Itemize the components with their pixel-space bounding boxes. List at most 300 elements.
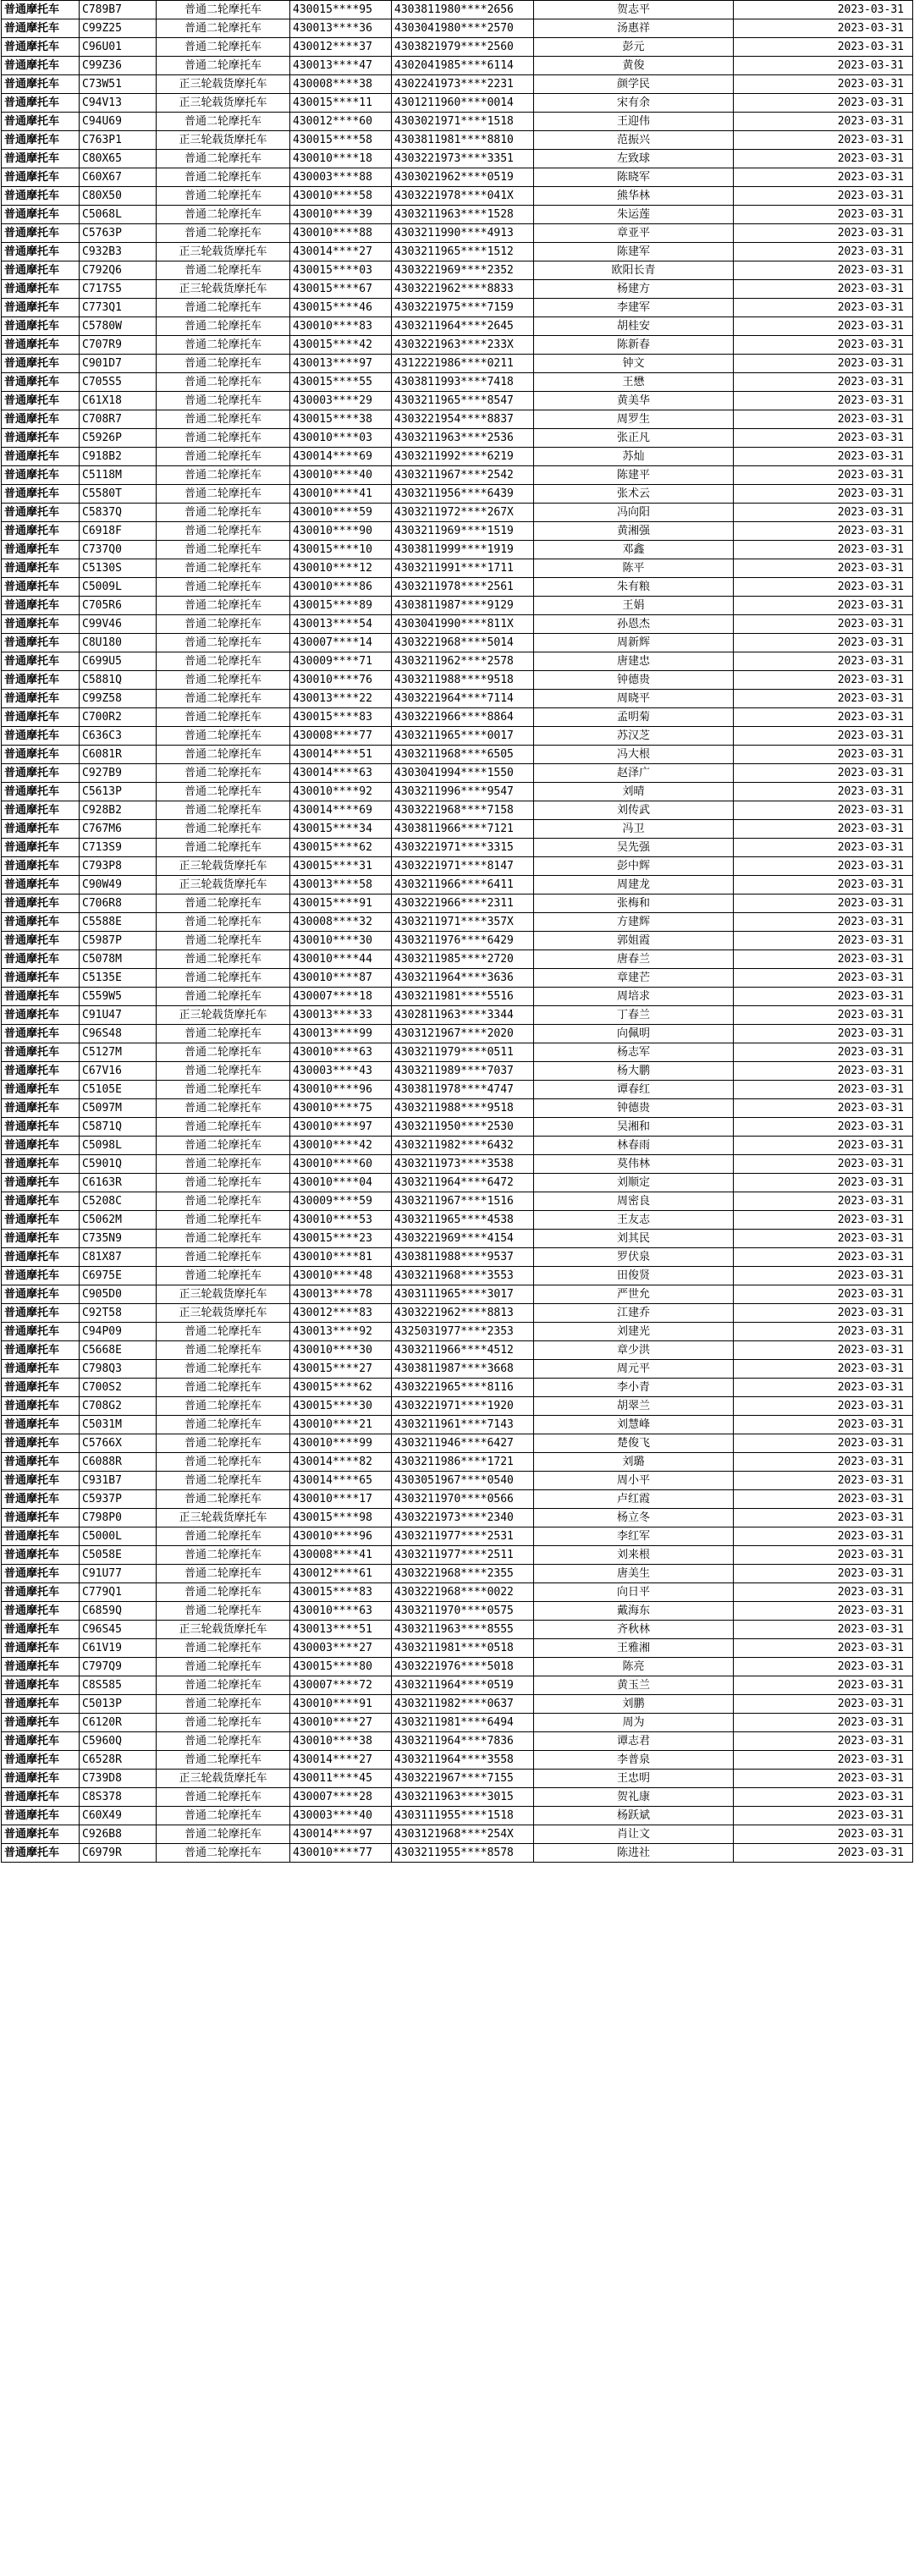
table-row xyxy=(2,1062,913,1081)
vehicle-type-cell: 普通二轮摩托车 xyxy=(157,299,290,317)
owner-name-cell: 王迎伟 xyxy=(534,113,734,131)
license-class-cell: 普通摩托车 xyxy=(2,857,80,876)
date-cell: 2023-03-31 xyxy=(734,429,913,448)
masked-id-cell: 4303211964****7836 xyxy=(392,1732,534,1751)
license-class-cell: 普通摩托车 xyxy=(2,280,80,299)
table-row xyxy=(2,410,913,429)
vehicle-type-cell: 普通二轮摩托车 xyxy=(157,894,290,913)
table-row xyxy=(2,597,913,615)
owner-name-cell: 黄美华 xyxy=(534,392,734,410)
date-cell: 2023-03-31 xyxy=(734,1025,913,1043)
table-row xyxy=(2,280,913,299)
table-row xyxy=(2,1230,913,1248)
masked-code-cell: 430010****77 xyxy=(290,1844,392,1863)
vehicle-registration-table xyxy=(1,0,913,1863)
date-cell: 2023-03-31 xyxy=(734,392,913,410)
vehicle-type-cell: 普通二轮摩托车 xyxy=(157,485,290,504)
license-class-cell: 普通摩托车 xyxy=(2,1695,80,1714)
license-class-cell: 普通摩托车 xyxy=(2,820,80,839)
plate-number-cell: C918B2 xyxy=(80,448,157,466)
masked-code-cell: 430015****30 xyxy=(290,1397,392,1416)
date-cell: 2023-03-31 xyxy=(734,75,913,94)
owner-name-cell: 李建军 xyxy=(534,299,734,317)
plate-number-cell: C96U01 xyxy=(80,38,157,57)
table-row xyxy=(2,690,913,708)
plate-number-cell: C707R9 xyxy=(80,336,157,355)
masked-id-cell: 4303211978****2561 xyxy=(392,578,534,597)
owner-name-cell: 孙恩杰 xyxy=(534,615,734,634)
owner-name-cell: 陈新春 xyxy=(534,336,734,355)
owner-name-cell: 冯向阳 xyxy=(534,504,734,522)
plate-number-cell: C94P09 xyxy=(80,1323,157,1341)
license-class-cell: 普通摩托车 xyxy=(2,1621,80,1639)
table-row xyxy=(2,1676,913,1695)
masked-id-cell: 4303221962****8833 xyxy=(392,280,534,299)
license-class-cell: 普通摩托车 xyxy=(2,1099,80,1118)
license-class-cell: 普通摩托车 xyxy=(2,94,80,113)
license-class-cell: 普通摩托车 xyxy=(2,113,80,131)
masked-id-cell: 4303211963****1528 xyxy=(392,206,534,224)
license-class-cell: 普通摩托车 xyxy=(2,1453,80,1472)
owner-name-cell: 胡桂安 xyxy=(534,317,734,336)
date-cell: 2023-03-31 xyxy=(734,1211,913,1230)
owner-name-cell: 刘鹏 xyxy=(534,1695,734,1714)
masked-code-cell: 430010****81 xyxy=(290,1248,392,1267)
masked-id-cell: 4303811988****9537 xyxy=(392,1248,534,1267)
masked-id-cell: 4303211991****1711 xyxy=(392,559,534,578)
masked-id-cell: 4303041980****2570 xyxy=(392,19,534,38)
masked-code-cell: 430007****72 xyxy=(290,1676,392,1695)
plate-number-cell: C5901Q xyxy=(80,1155,157,1174)
vehicle-type-cell: 普通二轮摩托车 xyxy=(157,19,290,38)
table-row xyxy=(2,1341,913,1360)
masked-code-cell: 430014****69 xyxy=(290,448,392,466)
masked-id-cell: 4302041985****6114 xyxy=(392,57,534,75)
table-row xyxy=(2,671,913,690)
masked-id-cell: 4303021962****0519 xyxy=(392,168,534,187)
masked-code-cell: 430010****86 xyxy=(290,578,392,597)
table-row xyxy=(2,504,913,522)
masked-id-cell: 4302811963****3344 xyxy=(392,1006,534,1025)
vehicle-type-cell: 普通二轮摩托车 xyxy=(157,1099,290,1118)
plate-number-cell: C8S378 xyxy=(80,1788,157,1807)
masked-id-cell: 4303021971****1518 xyxy=(392,113,534,131)
date-cell: 2023-03-31 xyxy=(734,355,913,373)
date-cell: 2023-03-31 xyxy=(734,950,913,969)
license-class-cell: 普通摩托车 xyxy=(2,1788,80,1807)
owner-name-cell: 李红军 xyxy=(534,1527,734,1546)
vehicle-type-cell: 普通二轮摩托车 xyxy=(157,969,290,988)
masked-id-cell: 4303211976****6429 xyxy=(392,932,534,950)
table-row xyxy=(2,1397,913,1416)
vehicle-type-cell: 普通二轮摩托车 xyxy=(157,317,290,336)
license-class-cell: 普通摩托车 xyxy=(2,1267,80,1285)
table-row xyxy=(2,1583,913,1602)
plate-number-cell: C99Z25 xyxy=(80,19,157,38)
table-row xyxy=(2,1248,913,1267)
table-row xyxy=(2,894,913,913)
masked-id-cell: 4303211965****4538 xyxy=(392,1211,534,1230)
owner-name-cell: 周晓平 xyxy=(534,690,734,708)
masked-code-cell: 430013****54 xyxy=(290,615,392,634)
masked-code-cell: 430014****82 xyxy=(290,1453,392,1472)
date-cell: 2023-03-31 xyxy=(734,261,913,280)
vehicle-type-cell: 正三轮载货摩托车 xyxy=(157,1304,290,1323)
vehicle-type-cell: 普通二轮摩托车 xyxy=(157,1379,290,1397)
license-class-cell: 普通摩托车 xyxy=(2,1379,80,1397)
date-cell: 2023-03-31 xyxy=(734,1602,913,1621)
license-class-cell: 普通摩托车 xyxy=(2,336,80,355)
masked-id-cell: 4303811966****7121 xyxy=(392,820,534,839)
table-row xyxy=(2,1490,913,1509)
vehicle-type-cell: 普通二轮摩托车 xyxy=(157,988,290,1006)
owner-name-cell: 彭中辉 xyxy=(534,857,734,876)
plate-number-cell: C5780W xyxy=(80,317,157,336)
masked-id-cell: 4303211961****7143 xyxy=(392,1416,534,1434)
license-class-cell: 普通摩托车 xyxy=(2,708,80,727)
date-cell: 2023-03-31 xyxy=(734,466,913,485)
masked-id-cell: 4303221967****7155 xyxy=(392,1770,534,1788)
owner-name-cell: 朱运莲 xyxy=(534,206,734,224)
masked-code-cell: 430010****39 xyxy=(290,206,392,224)
table-row xyxy=(2,75,913,94)
plate-number-cell: C8U180 xyxy=(80,634,157,652)
table-row xyxy=(2,764,913,783)
masked-code-cell: 430014****27 xyxy=(290,1751,392,1770)
vehicle-type-cell: 普通二轮摩托车 xyxy=(157,783,290,801)
plate-number-cell: C779Q1 xyxy=(80,1583,157,1602)
plate-number-cell: C559W5 xyxy=(80,988,157,1006)
plate-number-cell: C5926P xyxy=(80,429,157,448)
vehicle-type-cell: 普通二轮摩托车 xyxy=(157,1,290,19)
owner-name-cell: 王雅湘 xyxy=(534,1639,734,1658)
date-cell: 2023-03-31 xyxy=(734,746,913,764)
masked-code-cell: 430015****83 xyxy=(290,1583,392,1602)
masked-id-cell: 4303211977****2531 xyxy=(392,1527,534,1546)
owner-name-cell: 楚俊飞 xyxy=(534,1434,734,1453)
masked-code-cell: 430010****18 xyxy=(290,150,392,168)
date-cell: 2023-03-31 xyxy=(734,1006,913,1025)
plate-number-cell: C92T58 xyxy=(80,1304,157,1323)
table-row xyxy=(2,243,913,261)
date-cell: 2023-03-31 xyxy=(734,727,913,746)
table-row xyxy=(2,485,913,504)
owner-name-cell: 张正凡 xyxy=(534,429,734,448)
masked-id-cell: 4303211963****3015 xyxy=(392,1788,534,1807)
masked-code-cell: 430010****48 xyxy=(290,1267,392,1285)
license-class-cell: 普通摩托车 xyxy=(2,988,80,1006)
date-cell: 2023-03-31 xyxy=(734,1565,913,1583)
plate-number-cell: C91U47 xyxy=(80,1006,157,1025)
owner-name-cell: 陈建军 xyxy=(534,243,734,261)
plate-number-cell: C5000L xyxy=(80,1527,157,1546)
owner-name-cell: 刘建光 xyxy=(534,1323,734,1341)
table-row xyxy=(2,168,913,187)
owner-name-cell: 周元平 xyxy=(534,1360,734,1379)
date-cell: 2023-03-31 xyxy=(734,839,913,857)
masked-code-cell: 430010****92 xyxy=(290,783,392,801)
license-class-cell: 普通摩托车 xyxy=(2,1509,80,1527)
date-cell: 2023-03-31 xyxy=(734,187,913,206)
table-row xyxy=(2,876,913,894)
table-row xyxy=(2,1211,913,1230)
table-row xyxy=(2,801,913,820)
vehicle-type-cell: 普通二轮摩托车 xyxy=(157,597,290,615)
license-class-cell: 普通摩托车 xyxy=(2,392,80,410)
table-row xyxy=(2,1546,913,1565)
date-cell: 2023-03-31 xyxy=(734,690,913,708)
owner-name-cell: 郭姐霞 xyxy=(534,932,734,950)
license-class-cell: 普通摩托车 xyxy=(2,764,80,783)
table-row xyxy=(2,1714,913,1732)
date-cell: 2023-03-31 xyxy=(734,1825,913,1844)
plate-number-cell: C5130S xyxy=(80,559,157,578)
masked-code-cell: 430010****38 xyxy=(290,1732,392,1751)
owner-name-cell: 张梅和 xyxy=(534,894,734,913)
masked-code-cell: 430014****51 xyxy=(290,746,392,764)
vehicle-type-cell: 普通二轮摩托车 xyxy=(157,410,290,429)
vehicle-type-cell: 普通二轮摩托车 xyxy=(157,1043,290,1062)
table-row xyxy=(2,634,913,652)
masked-code-cell: 430010****27 xyxy=(290,1714,392,1732)
masked-code-cell: 430010****96 xyxy=(290,1527,392,1546)
masked-code-cell: 430010****30 xyxy=(290,932,392,950)
masked-code-cell: 430008****38 xyxy=(290,75,392,94)
table-row xyxy=(2,1360,913,1379)
masked-code-cell: 430013****92 xyxy=(290,1323,392,1341)
date-cell: 2023-03-31 xyxy=(734,1,913,19)
plate-number-cell: C773Q1 xyxy=(80,299,157,317)
vehicle-type-cell: 普通二轮摩托车 xyxy=(157,1732,290,1751)
owner-name-cell: 贺礼康 xyxy=(534,1788,734,1807)
owner-name-cell: 刘来根 xyxy=(534,1546,734,1565)
date-cell: 2023-03-31 xyxy=(734,634,913,652)
masked-code-cell: 430014****97 xyxy=(290,1825,392,1844)
masked-code-cell: 430015****62 xyxy=(290,839,392,857)
plate-number-cell: C5127M xyxy=(80,1043,157,1062)
vehicle-type-cell: 普通二轮摩托车 xyxy=(157,261,290,280)
plate-number-cell: C789B7 xyxy=(80,1,157,19)
date-cell: 2023-03-31 xyxy=(734,541,913,559)
plate-number-cell: C6088R xyxy=(80,1453,157,1472)
license-class-cell: 普通摩托车 xyxy=(2,485,80,504)
vehicle-type-cell: 普通二轮摩托车 xyxy=(157,1025,290,1043)
vehicle-type-cell: 普通二轮摩托车 xyxy=(157,764,290,783)
vehicle-type-cell: 普通二轮摩托车 xyxy=(157,727,290,746)
license-class-cell: 普通摩托车 xyxy=(2,448,80,466)
vehicle-type-cell: 普通二轮摩托车 xyxy=(157,1397,290,1416)
date-cell: 2023-03-31 xyxy=(734,913,913,932)
vehicle-type-cell: 普通二轮摩托车 xyxy=(157,541,290,559)
table-row xyxy=(2,1453,913,1472)
masked-id-cell: 4303211966****6411 xyxy=(392,876,534,894)
vehicle-type-cell: 普通二轮摩托车 xyxy=(157,1583,290,1602)
vehicle-type-cell: 普通二轮摩托车 xyxy=(157,373,290,392)
license-class-cell: 普通摩托车 xyxy=(2,224,80,243)
masked-id-cell: 4303211988****9518 xyxy=(392,1099,534,1118)
table-row xyxy=(2,969,913,988)
date-cell: 2023-03-31 xyxy=(734,1174,913,1192)
owner-name-cell: 林春雨 xyxy=(534,1137,734,1155)
date-cell: 2023-03-31 xyxy=(734,1583,913,1602)
owner-name-cell: 黄俊 xyxy=(534,57,734,75)
table-row xyxy=(2,1732,913,1751)
date-cell: 2023-03-31 xyxy=(734,1285,913,1304)
plate-number-cell: C5118M xyxy=(80,466,157,485)
vehicle-type-cell: 普通二轮摩托车 xyxy=(157,1453,290,1472)
license-class-cell: 普通摩托车 xyxy=(2,578,80,597)
owner-name-cell: 冯卫 xyxy=(534,820,734,839)
table-body xyxy=(2,1,913,1863)
date-cell: 2023-03-31 xyxy=(734,1099,913,1118)
masked-code-cell: 430008****32 xyxy=(290,913,392,932)
vehicle-type-cell: 正三轮载货摩托车 xyxy=(157,94,290,113)
date-cell: 2023-03-31 xyxy=(734,280,913,299)
license-class-cell: 普通摩托车 xyxy=(2,652,80,671)
plate-number-cell: C96S45 xyxy=(80,1621,157,1639)
table-row xyxy=(2,1695,913,1714)
plate-number-cell: C96S48 xyxy=(80,1025,157,1043)
masked-id-cell: 4303211963****8555 xyxy=(392,1621,534,1639)
masked-code-cell: 430003****29 xyxy=(290,392,392,410)
table-row xyxy=(2,820,913,839)
table-row xyxy=(2,1081,913,1099)
license-class-cell: 普通摩托车 xyxy=(2,1006,80,1025)
plate-number-cell: C91U77 xyxy=(80,1565,157,1583)
vehicle-type-cell: 普通二轮摩托车 xyxy=(157,1490,290,1509)
plate-number-cell: C5068L xyxy=(80,206,157,224)
license-class-cell: 普通摩托车 xyxy=(2,1081,80,1099)
vehicle-type-cell: 正三轮载货摩托车 xyxy=(157,876,290,894)
masked-id-cell: 4303811999****1919 xyxy=(392,541,534,559)
owner-name-cell: 颜学民 xyxy=(534,75,734,94)
owner-name-cell: 陈晓军 xyxy=(534,168,734,187)
masked-id-cell: 4303211966****4512 xyxy=(392,1341,534,1360)
owner-name-cell: 彭元 xyxy=(534,38,734,57)
owner-name-cell: 胡翠兰 xyxy=(534,1397,734,1416)
plate-number-cell: C763P1 xyxy=(80,131,157,150)
owner-name-cell: 杨建方 xyxy=(534,280,734,299)
plate-number-cell: C80X65 xyxy=(80,150,157,168)
plate-number-cell: C81X87 xyxy=(80,1248,157,1267)
owner-name-cell: 冯大根 xyxy=(534,746,734,764)
vehicle-type-cell: 普通二轮摩托车 xyxy=(157,615,290,634)
masked-code-cell: 430013****78 xyxy=(290,1285,392,1304)
masked-id-cell: 4303211985****2720 xyxy=(392,950,534,969)
plate-number-cell: C5135E xyxy=(80,969,157,988)
date-cell: 2023-03-31 xyxy=(734,19,913,38)
table-row xyxy=(2,708,913,727)
masked-code-cell: 430012****83 xyxy=(290,1304,392,1323)
plate-number-cell: C5937P xyxy=(80,1490,157,1509)
date-cell: 2023-03-31 xyxy=(734,410,913,429)
vehicle-type-cell: 普通二轮摩托车 xyxy=(157,1472,290,1490)
license-class-cell: 普通摩托车 xyxy=(2,1639,80,1658)
date-cell: 2023-03-31 xyxy=(734,485,913,504)
vehicle-type-cell: 普通二轮摩托车 xyxy=(157,1658,290,1676)
masked-id-cell: 4303811987****3668 xyxy=(392,1360,534,1379)
masked-code-cell: 430010****87 xyxy=(290,969,392,988)
vehicle-type-cell: 普通二轮摩托车 xyxy=(157,1211,290,1230)
masked-id-cell: 4303211968****3553 xyxy=(392,1267,534,1285)
table-row xyxy=(2,857,913,876)
plate-number-cell: C6918F xyxy=(80,522,157,541)
table-row xyxy=(2,466,913,485)
license-class-cell: 普通摩托车 xyxy=(2,1844,80,1863)
masked-code-cell: 430010****60 xyxy=(290,1155,392,1174)
license-class-cell: 普通摩托车 xyxy=(2,1714,80,1732)
masked-id-cell: 4303221973****2340 xyxy=(392,1509,534,1527)
masked-id-cell: 4303211967****2542 xyxy=(392,466,534,485)
masked-code-cell: 430012****37 xyxy=(290,38,392,57)
table-row xyxy=(2,727,913,746)
plate-number-cell: C793P8 xyxy=(80,857,157,876)
table-row xyxy=(2,1770,913,1788)
owner-name-cell: 周建龙 xyxy=(534,876,734,894)
date-cell: 2023-03-31 xyxy=(734,131,913,150)
owner-name-cell: 张术云 xyxy=(534,485,734,504)
owner-name-cell: 章亚平 xyxy=(534,224,734,243)
license-class-cell: 普通摩托车 xyxy=(2,57,80,75)
masked-code-cell: 430010****41 xyxy=(290,485,392,504)
plate-number-cell: C6163R xyxy=(80,1174,157,1192)
vehicle-type-cell: 普通二轮摩托车 xyxy=(157,746,290,764)
masked-code-cell: 430008****41 xyxy=(290,1546,392,1565)
license-class-cell: 普通摩托车 xyxy=(2,19,80,38)
plate-number-cell: C792Q6 xyxy=(80,261,157,280)
license-class-cell: 普通摩托车 xyxy=(2,355,80,373)
plate-number-cell: C99V46 xyxy=(80,615,157,634)
date-cell: 2023-03-31 xyxy=(734,448,913,466)
license-class-cell: 普通摩托车 xyxy=(2,1155,80,1174)
date-cell: 2023-03-31 xyxy=(734,597,913,615)
license-class-cell: 普通摩托车 xyxy=(2,1434,80,1453)
date-cell: 2023-03-31 xyxy=(734,1267,913,1285)
owner-name-cell: 杨志军 xyxy=(534,1043,734,1062)
masked-id-cell: 4303051967****0540 xyxy=(392,1472,534,1490)
masked-id-cell: 4303221975****7159 xyxy=(392,299,534,317)
license-class-cell: 普通摩托车 xyxy=(2,429,80,448)
owner-name-cell: 谭春红 xyxy=(534,1081,734,1099)
masked-code-cell: 430010****21 xyxy=(290,1416,392,1434)
vehicle-type-cell: 正三轮载货摩托车 xyxy=(157,857,290,876)
date-cell: 2023-03-31 xyxy=(734,1341,913,1360)
owner-name-cell: 吴湘和 xyxy=(534,1118,734,1137)
date-cell: 2023-03-31 xyxy=(734,894,913,913)
masked-id-cell: 4325031977****2353 xyxy=(392,1323,534,1341)
license-class-cell: 普通摩托车 xyxy=(2,1602,80,1621)
masked-id-cell: 4303211964****6472 xyxy=(392,1174,534,1192)
plate-number-cell: C5766X xyxy=(80,1434,157,1453)
vehicle-type-cell: 普通二轮摩托车 xyxy=(157,522,290,541)
masked-id-cell: 4302241973****2231 xyxy=(392,75,534,94)
date-cell: 2023-03-31 xyxy=(734,94,913,113)
table-row xyxy=(2,392,913,410)
masked-id-cell: 4303221978****041X xyxy=(392,187,534,206)
date-cell: 2023-03-31 xyxy=(734,932,913,950)
date-cell: 2023-03-31 xyxy=(734,820,913,839)
owner-name-cell: 赵泽广 xyxy=(534,764,734,783)
vehicle-type-cell: 普通二轮摩托车 xyxy=(157,1137,290,1155)
date-cell: 2023-03-31 xyxy=(734,1379,913,1397)
plate-number-cell: C905D0 xyxy=(80,1285,157,1304)
license-class-cell: 普通摩托车 xyxy=(2,1732,80,1751)
masked-code-cell: 430010****12 xyxy=(290,559,392,578)
license-class-cell: 普通摩托车 xyxy=(2,839,80,857)
masked-id-cell: 4303211981****0518 xyxy=(392,1639,534,1658)
vehicle-type-cell: 普通二轮摩托车 xyxy=(157,206,290,224)
masked-code-cell: 430015****83 xyxy=(290,708,392,727)
